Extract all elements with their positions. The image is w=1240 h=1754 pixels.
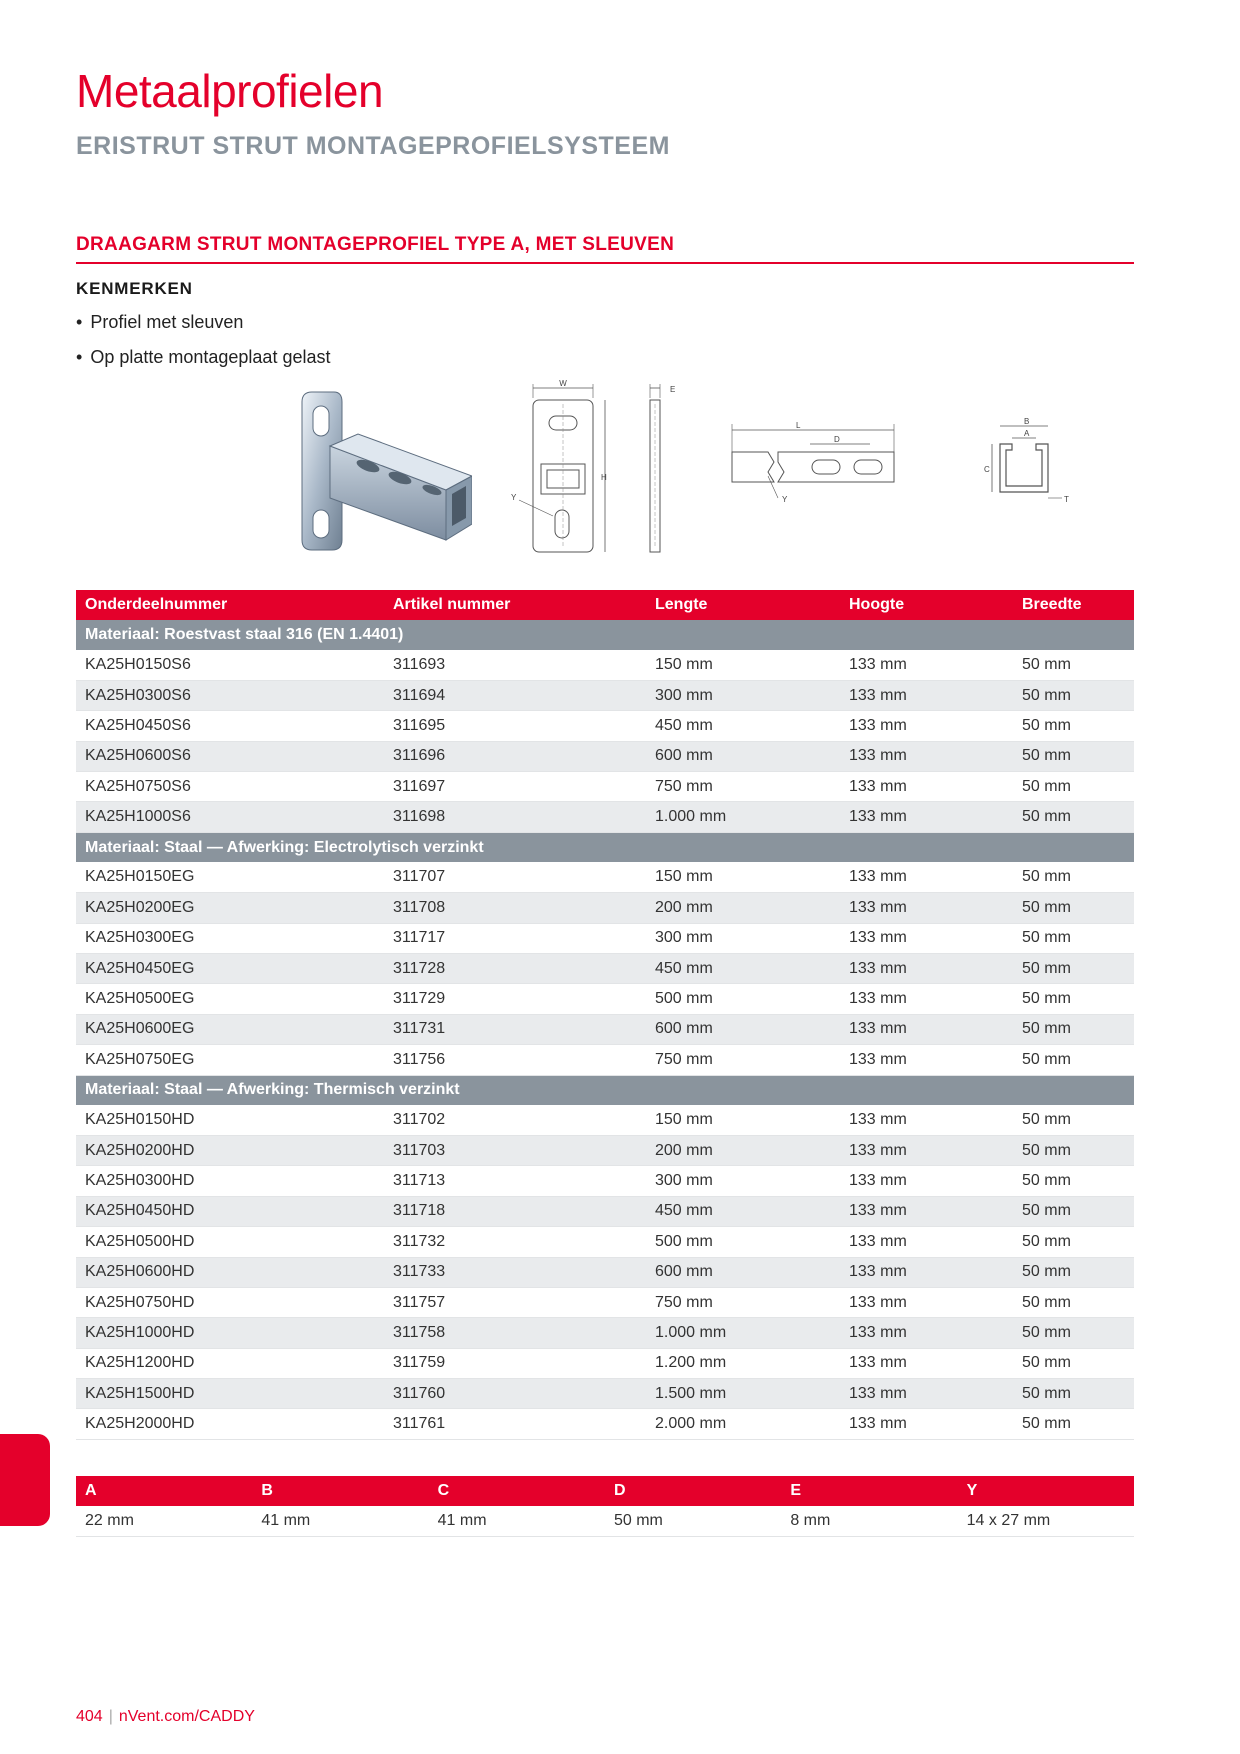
table-cell: KA25H1500HD — [76, 1379, 384, 1409]
section-drawing — [984, 380, 1074, 560]
top-view-drawing — [728, 380, 898, 560]
table-group-row — [76, 832, 1134, 862]
table-cell: 150 mm — [646, 650, 840, 680]
table-body — [76, 620, 1134, 1439]
table-cell: 311694 — [384, 680, 646, 710]
side-view-drawing — [628, 380, 688, 560]
dim-label-y-top: Y — [782, 495, 788, 504]
dimension-values-row — [76, 1506, 1134, 1536]
table-cell: 50 mm — [1013, 1014, 1134, 1044]
table-cell: 133 mm — [840, 680, 1013, 710]
dimension-value: 22 mm — [76, 1506, 252, 1536]
table-cell: 311759 — [384, 1348, 646, 1378]
table-cell: 311708 — [384, 893, 646, 923]
table-row — [76, 923, 1134, 953]
dimension-value: 41 mm — [429, 1506, 605, 1536]
table-cell: 133 mm — [840, 1166, 1013, 1196]
table-cell: KA25H1000HD — [76, 1318, 384, 1348]
chapter-tab — [0, 1434, 50, 1526]
table-cell: 150 mm — [646, 1105, 840, 1135]
table-cell: 133 mm — [840, 862, 1013, 892]
table-cell: 50 mm — [1013, 1135, 1134, 1165]
dimension-value: 14 x 27 mm — [958, 1506, 1134, 1536]
table-cell: KA25H0200EG — [76, 893, 384, 923]
table-cell: 133 mm — [840, 772, 1013, 802]
dimension-header: A — [76, 1476, 252, 1506]
table-cell: KA25H0300EG — [76, 923, 384, 953]
dimension-value: 8 mm — [781, 1506, 957, 1536]
dimension-header-row — [76, 1476, 1134, 1506]
table-cell: 50 mm — [1013, 1409, 1134, 1439]
table-row — [76, 711, 1134, 741]
table-row — [76, 1287, 1134, 1317]
table-cell: 311707 — [384, 862, 646, 892]
col-header: Breedte — [1013, 590, 1134, 620]
table-cell: 133 mm — [840, 802, 1013, 832]
footer-separator: | — [108, 1708, 113, 1725]
col-header: Onderdeelnummer — [76, 590, 384, 620]
dimension-value: 41 mm — [252, 1506, 428, 1536]
table-row — [76, 802, 1134, 832]
table-row — [76, 862, 1134, 892]
table-row — [76, 1166, 1134, 1196]
table-cell: 133 mm — [840, 893, 1013, 923]
table-cell: KA25H0500EG — [76, 984, 384, 1014]
table-cell: 133 mm — [840, 711, 1013, 741]
feature-item: • Profiel met sleuven — [76, 310, 330, 345]
table-cell: 133 mm — [840, 1348, 1013, 1378]
table-cell: KA25H0450S6 — [76, 711, 384, 741]
table-cell: 311702 — [384, 1105, 646, 1135]
table-cell: KA25H0600S6 — [76, 741, 384, 771]
table-cell: KA25H0500HD — [76, 1227, 384, 1257]
dim-label-w: W — [559, 380, 567, 388]
col-header: Hoogte — [840, 590, 1013, 620]
table-cell: KA25H0750EG — [76, 1045, 384, 1075]
table-cell: KA25H0150HD — [76, 1105, 384, 1135]
table-cell: KA25H2000HD — [76, 1409, 384, 1439]
table-cell: 500 mm — [646, 984, 840, 1014]
table-cell: 50 mm — [1013, 1257, 1134, 1287]
table-cell: KA25H0200HD — [76, 1135, 384, 1165]
dim-label-t: T — [1064, 495, 1069, 504]
table-cell: 50 mm — [1013, 1348, 1134, 1378]
table-cell: 311717 — [384, 923, 646, 953]
dim-label-d: D — [834, 435, 840, 444]
footer-link[interactable]: nVent.com/CADDY — [118, 1708, 255, 1725]
table-row — [76, 1014, 1134, 1044]
table-row — [76, 1196, 1134, 1226]
feature-item: • Op platte montageplaat gelast — [76, 345, 330, 380]
table-cell: KA25H0300HD — [76, 1166, 384, 1196]
table-cell: 50 mm — [1013, 1196, 1134, 1226]
table-cell: 600 mm — [646, 741, 840, 771]
table-cell: 50 mm — [1013, 650, 1134, 680]
table-cell: 600 mm — [646, 1257, 840, 1287]
table-cell: 1.500 mm — [646, 1379, 840, 1409]
table-row — [76, 1379, 1134, 1409]
table-cell: 300 mm — [646, 680, 840, 710]
table-cell: 200 mm — [646, 893, 840, 923]
dimension-header: Y — [958, 1476, 1134, 1506]
table-cell: 300 mm — [646, 1166, 840, 1196]
table-cell: 311729 — [384, 984, 646, 1014]
table-cell: 311732 — [384, 1227, 646, 1257]
table-cell: 500 mm — [646, 1227, 840, 1257]
dim-label-c: C — [984, 465, 990, 474]
table-cell: 50 mm — [1013, 1379, 1134, 1409]
table-cell: 50 mm — [1013, 1287, 1134, 1317]
table-cell: KA25H0450HD — [76, 1196, 384, 1226]
page-subtitle: ERISTRUT STRUT MONTAGEPROFIELSYSTEEM — [76, 132, 670, 160]
table-cell: 311695 — [384, 711, 646, 741]
features-heading: KENMERKEN — [76, 279, 193, 298]
table-cell: 133 mm — [840, 1135, 1013, 1165]
page-footer — [76, 1708, 255, 1726]
dim-label-e: E — [670, 385, 676, 394]
table-cell: 133 mm — [840, 1014, 1013, 1044]
table-cell: 1.000 mm — [646, 802, 840, 832]
table-cell: 133 mm — [840, 1257, 1013, 1287]
table-cell: 600 mm — [646, 1014, 840, 1044]
table-cell: 311718 — [384, 1196, 646, 1226]
table-cell: 311756 — [384, 1045, 646, 1075]
table-cell: 50 mm — [1013, 923, 1134, 953]
table-row — [76, 984, 1134, 1014]
table-cell: 450 mm — [646, 1196, 840, 1226]
dimension-header: C — [429, 1476, 605, 1506]
table-cell: 133 mm — [840, 1409, 1013, 1439]
table-cell: 311731 — [384, 1014, 646, 1044]
table-row — [76, 1409, 1134, 1439]
table-row — [76, 650, 1134, 680]
table-cell: 50 mm — [1013, 741, 1134, 771]
table-cell: 133 mm — [840, 741, 1013, 771]
table-cell: 50 mm — [1013, 1227, 1134, 1257]
table-row — [76, 772, 1134, 802]
table-cell: 133 mm — [840, 1287, 1013, 1317]
table-row — [76, 1045, 1134, 1075]
table-row — [76, 893, 1134, 923]
table-cell: 750 mm — [646, 1045, 840, 1075]
dim-label-y: Y — [511, 493, 517, 502]
table-cell: 50 mm — [1013, 802, 1134, 832]
table-cell: KA25H0150S6 — [76, 650, 384, 680]
table-group-row — [76, 1075, 1134, 1105]
table-cell: 133 mm — [840, 650, 1013, 680]
table-cell: 133 mm — [840, 1318, 1013, 1348]
table-cell: 311713 — [384, 1166, 646, 1196]
table-cell: 311703 — [384, 1135, 646, 1165]
table-cell: 311698 — [384, 802, 646, 832]
group-label: Materiaal: Staal — Afwerking: Thermisch verzinkt — [76, 1075, 1134, 1105]
product-photo — [296, 390, 472, 560]
page-title: Metaalprofielen — [76, 65, 384, 117]
table-cell: KA25H0600HD — [76, 1257, 384, 1287]
product-table — [76, 590, 1134, 1440]
dim-label-b: B — [1024, 417, 1030, 426]
table-header-row — [76, 590, 1134, 620]
table-cell: KA25H0300S6 — [76, 680, 384, 710]
table-cell: 133 mm — [840, 954, 1013, 984]
table-cell: KA25H0750S6 — [76, 772, 384, 802]
table-row — [76, 1135, 1134, 1165]
table-row — [76, 1348, 1134, 1378]
table-cell: KA25H0600EG — [76, 1014, 384, 1044]
table-cell: 450 mm — [646, 954, 840, 984]
table-cell: KA25H0450EG — [76, 954, 384, 984]
table-cell: 50 mm — [1013, 984, 1134, 1014]
group-label: Materiaal: Staal — Afwerking: Electrolytisch verzinkt — [76, 832, 1134, 862]
table-cell: 133 mm — [840, 984, 1013, 1014]
table-cell: 133 mm — [840, 1379, 1013, 1409]
table-cell: 50 mm — [1013, 680, 1134, 710]
table-cell: 50 mm — [1013, 862, 1134, 892]
table-cell: 750 mm — [646, 772, 840, 802]
col-header: Artikel nummer — [384, 590, 646, 620]
table-row — [76, 1227, 1134, 1257]
table-cell: 50 mm — [1013, 1045, 1134, 1075]
table-group-row — [76, 620, 1134, 650]
table-cell: 50 mm — [1013, 711, 1134, 741]
table-cell: 200 mm — [646, 1135, 840, 1165]
table-cell: 133 mm — [840, 1045, 1013, 1075]
front-view-drawing — [505, 380, 615, 560]
table-cell: 1.000 mm — [646, 1318, 840, 1348]
table-cell: 50 mm — [1013, 1105, 1134, 1135]
col-header: Lengte — [646, 590, 840, 620]
table-cell: KA25H0150EG — [76, 862, 384, 892]
table-cell: 133 mm — [840, 923, 1013, 953]
group-label: Materiaal: Roestvast staal 316 (EN 1.4401) — [76, 620, 1134, 650]
table-cell: 311728 — [384, 954, 646, 984]
table-cell: 133 mm — [840, 1196, 1013, 1226]
page-number: 404 — [76, 1708, 103, 1725]
dim-label-h: H — [601, 473, 607, 482]
table-cell: 311733 — [384, 1257, 646, 1287]
section-heading: DRAAGARM STRUT MONTAGEPROFIEL TYPE A, MET SLEUVEN — [76, 234, 1134, 264]
features-list — [76, 310, 330, 380]
table-cell: 311758 — [384, 1318, 646, 1348]
table-cell: 133 mm — [840, 1227, 1013, 1257]
table-cell: 1.200 mm — [646, 1348, 840, 1378]
table-cell: 311696 — [384, 741, 646, 771]
dim-label-a: A — [1024, 429, 1030, 438]
dimension-value: 50 mm — [605, 1506, 781, 1536]
dimension-header: B — [252, 1476, 428, 1506]
table-cell: KA25H1000S6 — [76, 802, 384, 832]
dimension-header: E — [781, 1476, 957, 1506]
table-cell: 2.000 mm — [646, 1409, 840, 1439]
table-cell: 450 mm — [646, 711, 840, 741]
table-cell: 311697 — [384, 772, 646, 802]
table-row — [76, 1105, 1134, 1135]
table-cell: 50 mm — [1013, 772, 1134, 802]
table-row — [76, 1257, 1134, 1287]
table-cell: KA25H0750HD — [76, 1287, 384, 1317]
table-cell: 133 mm — [840, 1105, 1013, 1135]
table-cell: 150 mm — [646, 862, 840, 892]
dimension-header: D — [605, 1476, 781, 1506]
table-cell: 750 mm — [646, 1287, 840, 1317]
table-row — [76, 680, 1134, 710]
table-row — [76, 1318, 1134, 1348]
table-row — [76, 741, 1134, 771]
table-cell: 50 mm — [1013, 954, 1134, 984]
table-cell: 50 mm — [1013, 893, 1134, 923]
table-cell: 311760 — [384, 1379, 646, 1409]
table-cell: 50 mm — [1013, 1318, 1134, 1348]
table-row — [76, 954, 1134, 984]
table-cell: 311693 — [384, 650, 646, 680]
table-cell: 311757 — [384, 1287, 646, 1317]
table-cell: 311761 — [384, 1409, 646, 1439]
table-cell: 300 mm — [646, 923, 840, 953]
dimension-table — [76, 1476, 1134, 1537]
table-cell: KA25H1200HD — [76, 1348, 384, 1378]
dim-label-l: L — [796, 421, 801, 430]
table-cell: 50 mm — [1013, 1166, 1134, 1196]
